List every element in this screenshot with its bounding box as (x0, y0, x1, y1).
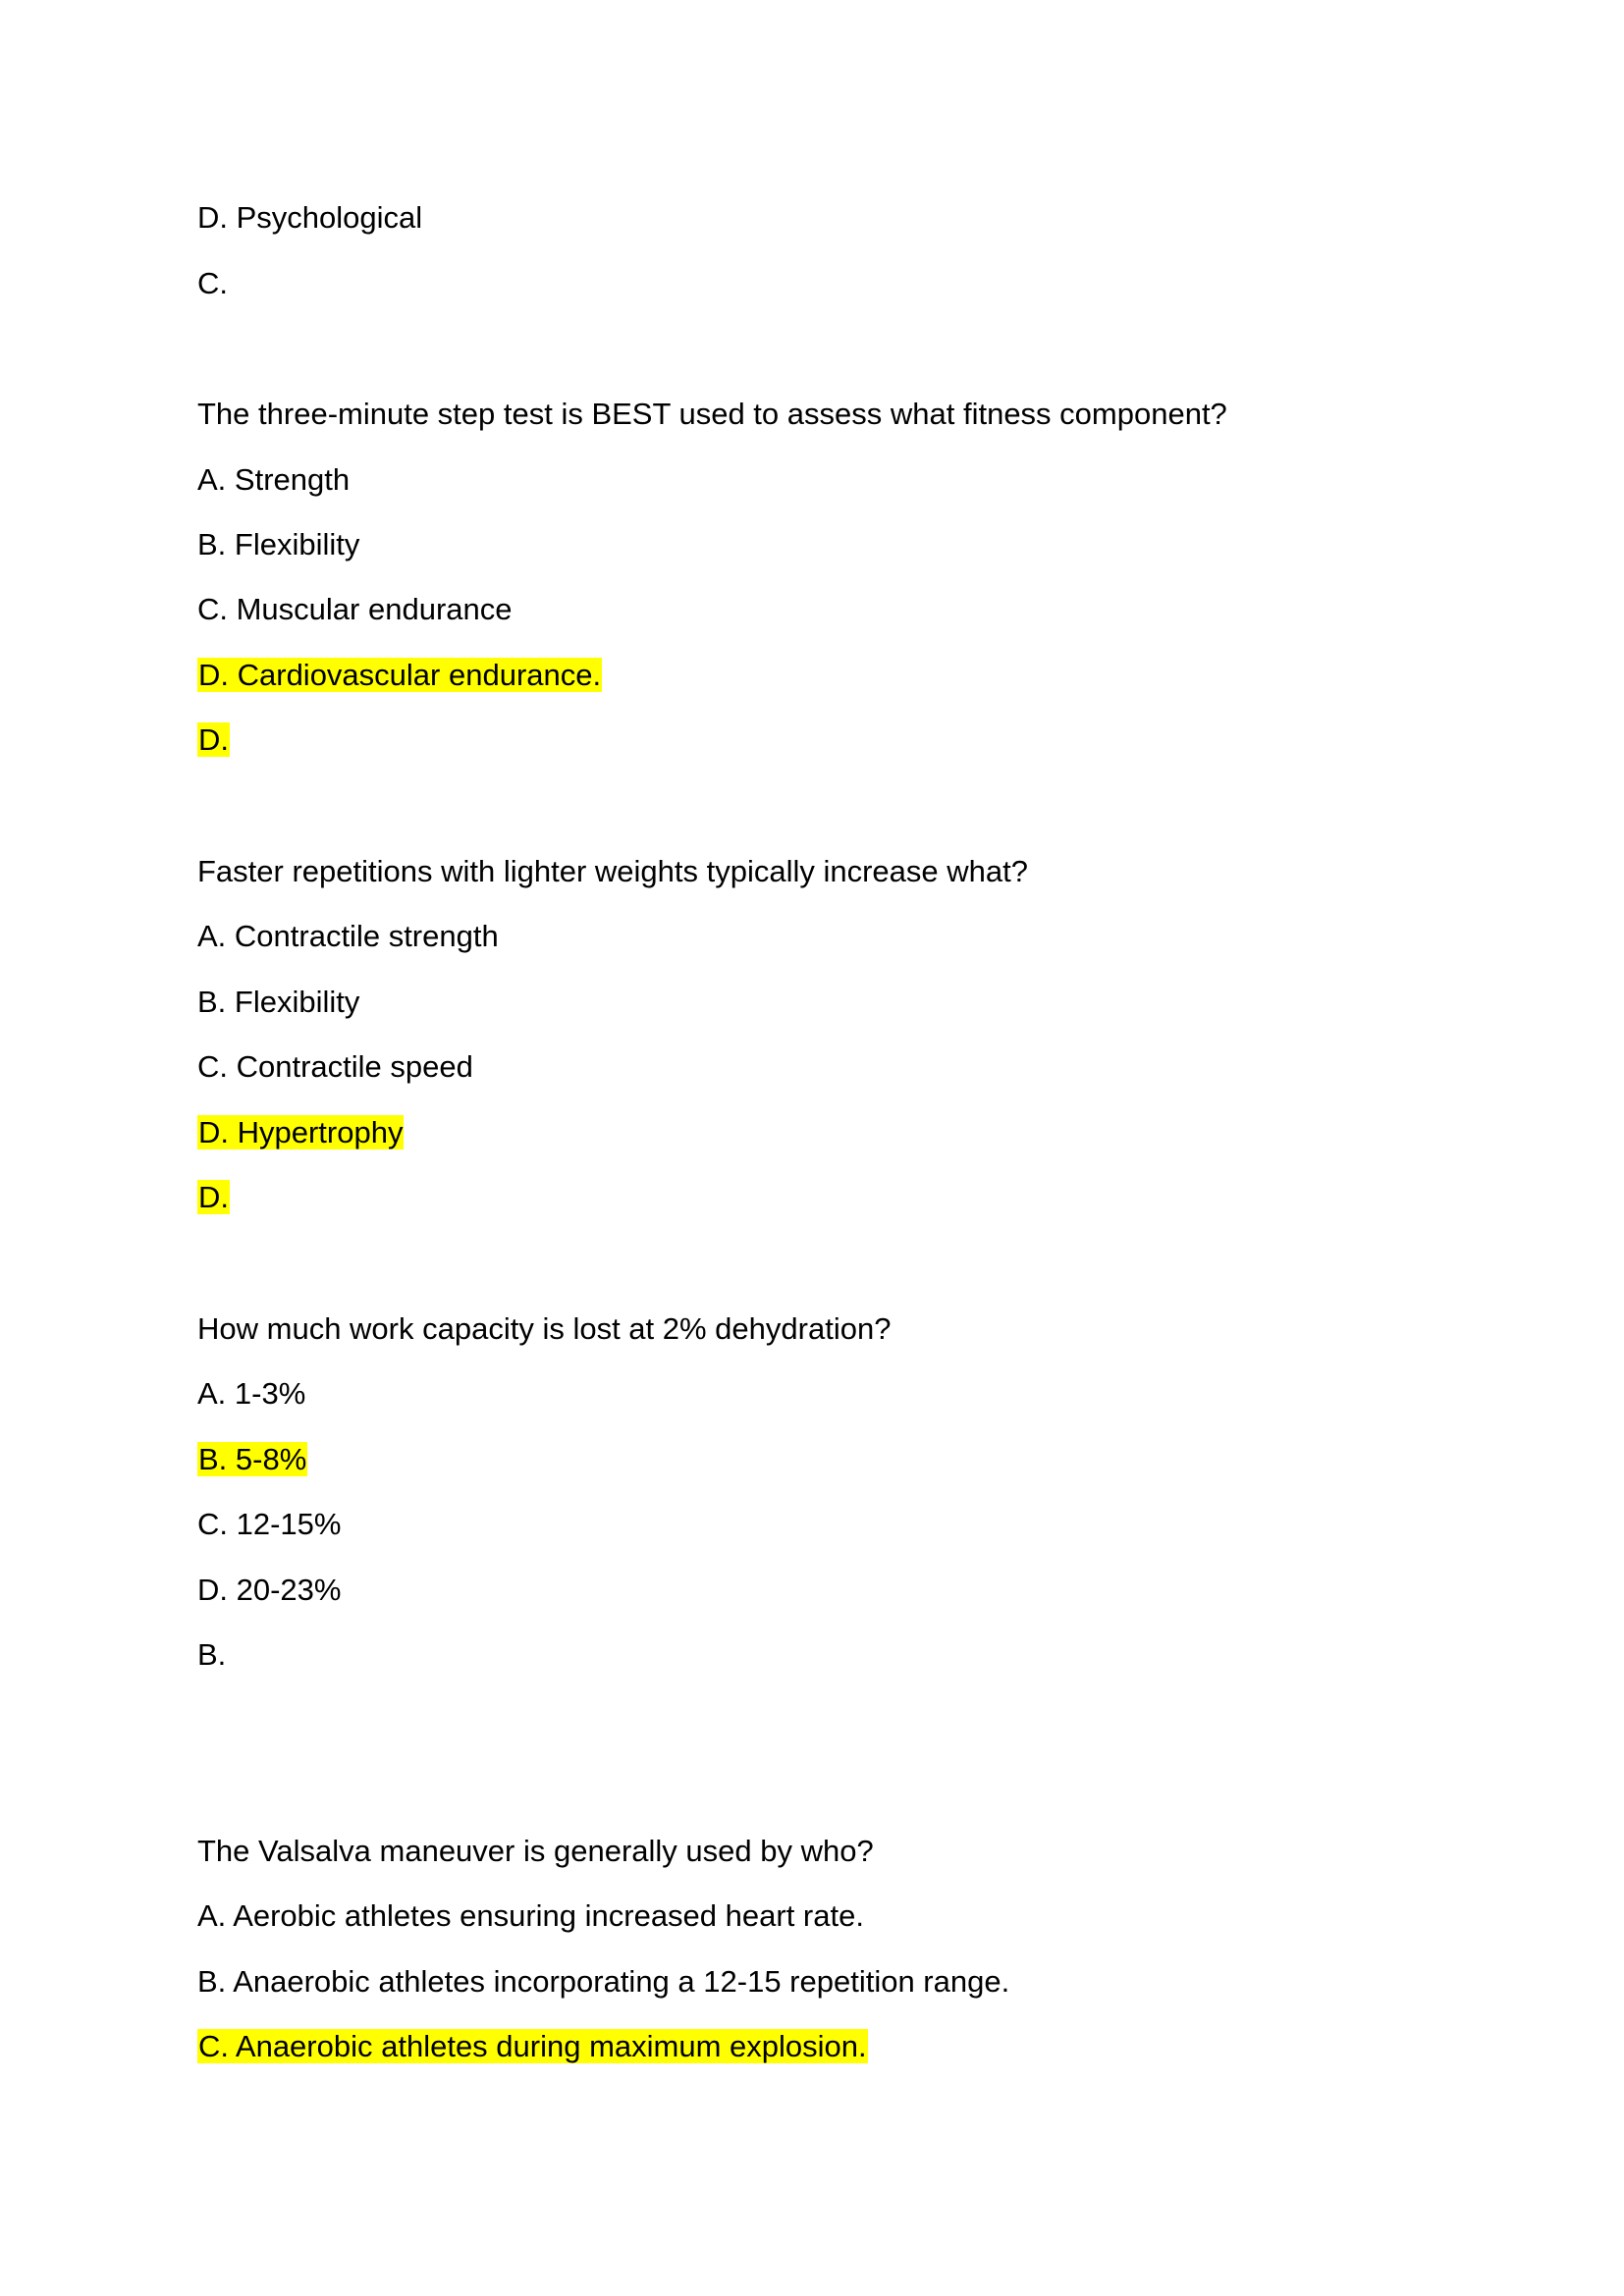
highlight-mark: D. (198, 1180, 229, 1214)
answer-line: C. (197, 266, 228, 300)
option-a: A. Aerobic athletes ensuring increased heart rate. (197, 1898, 864, 1933)
highlight-mark: D. (198, 722, 229, 757)
highlight-mark: D. Hypertrophy (198, 1115, 404, 1149)
question-text: How much work capacity is lost at 2% dehydration? (197, 1311, 892, 1346)
option-a: A. 1-3% (197, 1376, 306, 1411)
option-c: C. 12-15% (197, 1507, 342, 1541)
option-a: A. Strength (197, 462, 351, 497)
option-c-correct (197, 2027, 868, 2066)
option-a: A. Contractile strength (197, 919, 499, 953)
question-text: The Valsalva maneuver is generally used by who? (197, 1834, 874, 1868)
option-b-correct (197, 1440, 307, 1479)
highlight-mark: C. Anaerobic athletes during maximum explosion. (198, 2029, 867, 2063)
option-b: B. Flexibility (197, 527, 360, 561)
question-text: The three-minute step test is BEST used to assess what fitness component? (197, 397, 1227, 431)
option-b: B. Flexibility (197, 985, 360, 1019)
option-b: B. Anaerobic athletes incorporating a 12-15 repetition range. (197, 1964, 1010, 1999)
highlight-mark: B. 5-8% (198, 1442, 307, 1476)
option-d-correct (197, 1113, 404, 1152)
option-c: C. Contractile speed (197, 1049, 473, 1084)
option-c: C. Muscular endurance (197, 592, 513, 626)
option-d: D. Psychological (197, 200, 423, 235)
answer-line: B. (197, 1637, 227, 1672)
option-d-correct (197, 656, 602, 695)
option-d: D. 20-23% (197, 1573, 342, 1607)
question-text: Faster repetitions with lighter weights typically increase what? (197, 854, 1028, 888)
highlight-mark: D. Cardiovascular endurance. (198, 658, 602, 692)
answer-line (197, 1178, 230, 1217)
answer-line (197, 721, 230, 760)
